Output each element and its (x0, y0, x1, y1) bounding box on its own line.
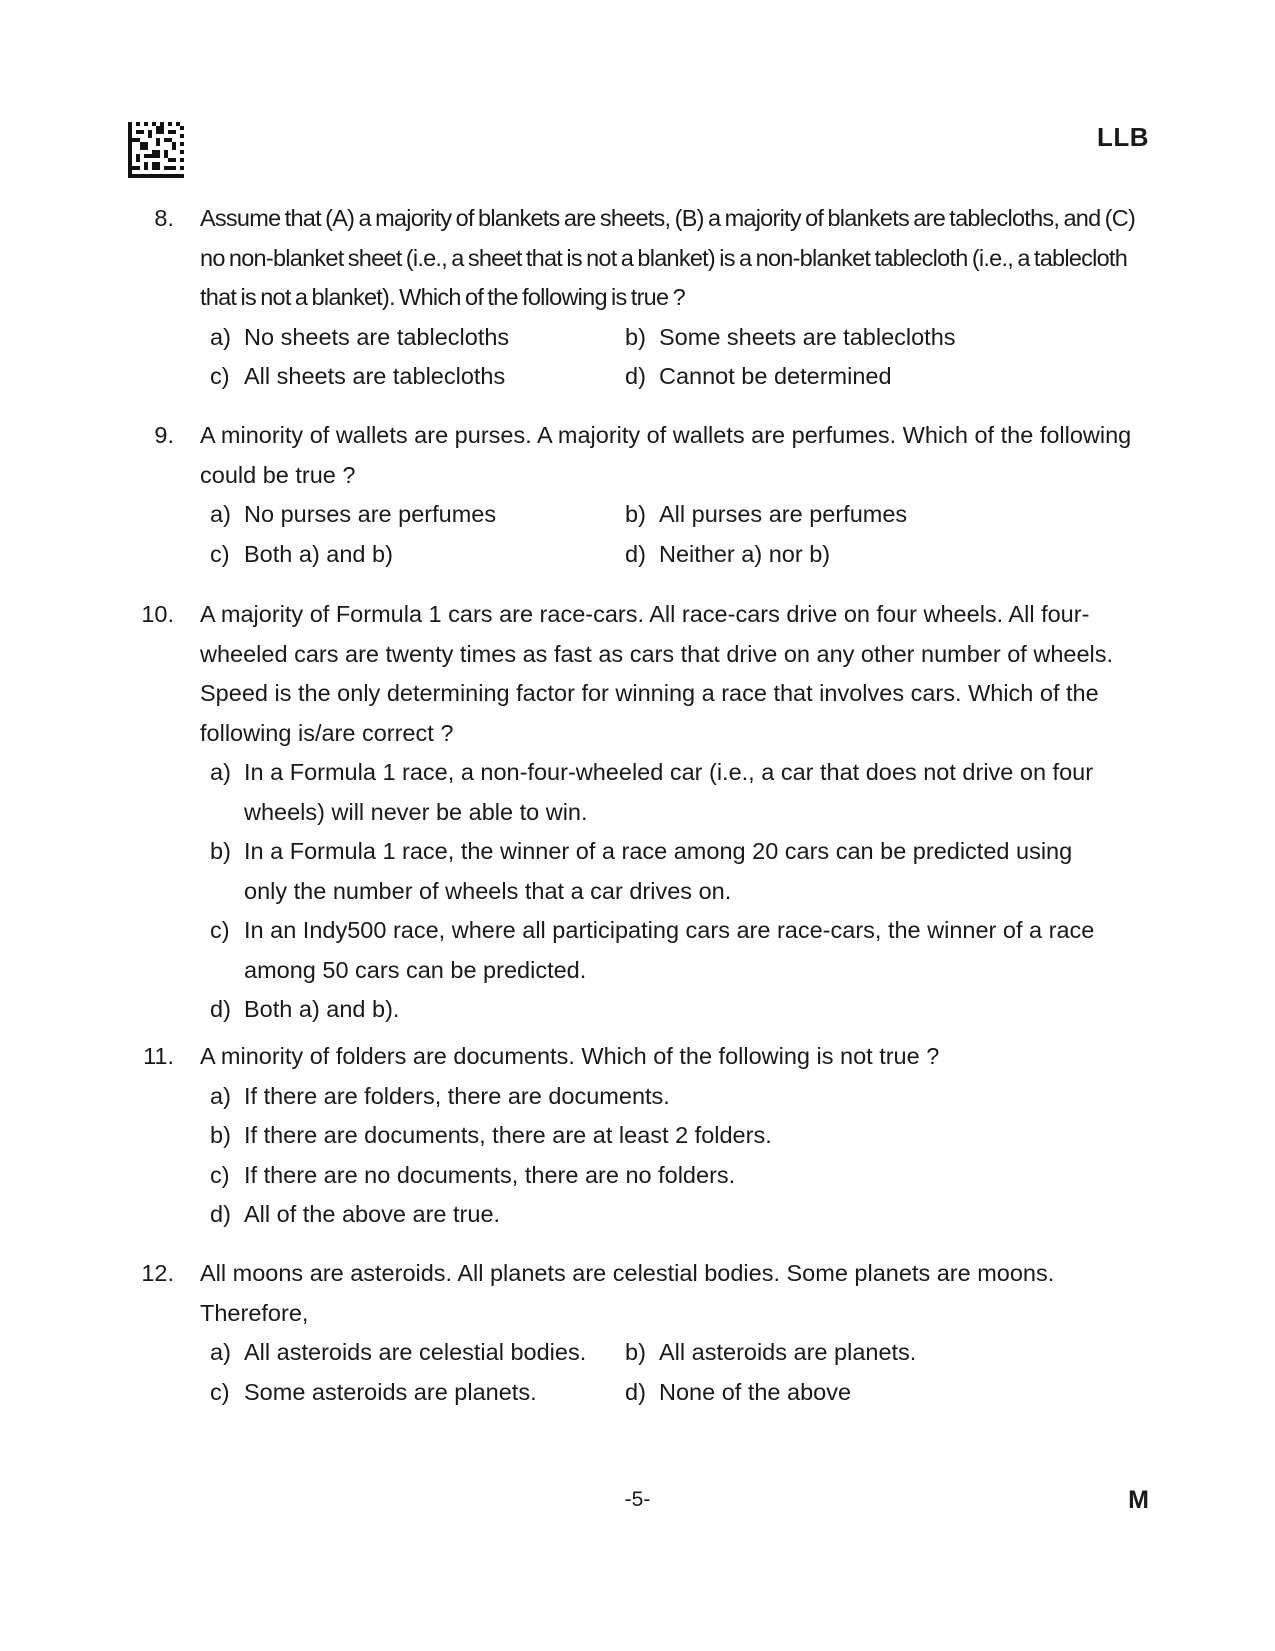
question-10 (130, 595, 1160, 1030)
options-grid (210, 495, 1160, 574)
question-9 (130, 416, 1160, 574)
question-number: 8. (154, 205, 174, 231)
option-b: b) Some sheets are tablecloths (625, 323, 956, 350)
options-list (210, 1077, 1160, 1235)
question-number: 9. (154, 422, 174, 448)
question-text: A majority of Formula 1 cars are race-cars. All race-cars drive on four wheels. All four-wheeled cars are twenty times as fast as cars that drive on any other number of wheels. Speed is the only determining factor for winning a race that involves cars. Which of the following is/are correct ? (200, 601, 1114, 746)
option-d: d) Cannot be determined (625, 363, 892, 389)
option-d: d) All of the above are true. (210, 1201, 501, 1227)
options-grid (210, 318, 1160, 397)
question-12 (130, 1254, 1160, 1412)
question-text: A minority of folders are documents. Which of the following is not true ? (200, 1043, 940, 1069)
question-text: A minority of wallets are purses. A majority of wallets are perfumes. Which of the following could be true ? (200, 422, 1132, 488)
option-c: c) All sheets are tablecloths (210, 363, 506, 389)
question-text: Assume that (A) a majority of blankets are sheets, (B) a majority of blankets are tablecloths, and (C) no non-blanket sheet (i.e., a sheet that is not a blanket) is a non-blanket tablecloth (i.e., a tablecloth that is not a blanket). Which of the following is true ? (200, 205, 1136, 310)
datamatrix-code-icon (128, 122, 184, 178)
option-b: b) If there are documents, there are at least 2 folders. (210, 1122, 772, 1148)
option-c: c) If there are no documents, there are no folders. (210, 1161, 736, 1188)
option-a: a) If there are folders, there are documents. (210, 1082, 670, 1109)
options-grid (210, 1333, 1160, 1412)
option-d: d) Neither a) nor b) (625, 540, 831, 567)
options-list (210, 753, 1160, 1030)
option-b: b) All asteroids are planets. (625, 1339, 917, 1365)
page-number: -5- (624, 1488, 651, 1511)
question-8 (130, 199, 1160, 397)
option-c: c) Some asteroids are planets. (210, 1378, 537, 1405)
option-a: a) No sheets are tablecloths (210, 323, 510, 350)
paper-code: LLB (1096, 122, 1149, 152)
option-a: a) No purses are perfumes (210, 501, 497, 527)
option-a: a) All asteroids are celestial bodies. (210, 1339, 587, 1365)
option-b: b) All purses are perfumes (625, 501, 908, 527)
option-d: d) Both a) and b). (210, 996, 400, 1022)
question-number: 12. (141, 1260, 174, 1286)
option-b: b) In a Formula 1 race, the winner of a race among 20 cars can be predicted using only the number of wheels that a car drives on. (210, 838, 1073, 904)
question-text: All moons are asteroids. All planets are celestial bodies. Some planets are moons. Therefore, (200, 1260, 1055, 1326)
series-mark: M (1128, 1486, 1149, 1514)
option-c: c) Both a) and b) (210, 540, 393, 567)
option-c: c) In an Indy500 race, where all participating cars are race-cars, the winner of a race among 50 cars can be predicted. (210, 917, 1095, 983)
question-number: 10. (141, 601, 174, 627)
question-number: 11. (143, 1043, 174, 1069)
option-a: a) In a Formula 1 race, a non-four-wheeled car (i.e., a car that does not drive on four wheels) will never be able to win. (210, 759, 1094, 825)
question-11 (130, 1037, 1160, 1235)
option-d: d) None of the above (625, 1378, 852, 1405)
